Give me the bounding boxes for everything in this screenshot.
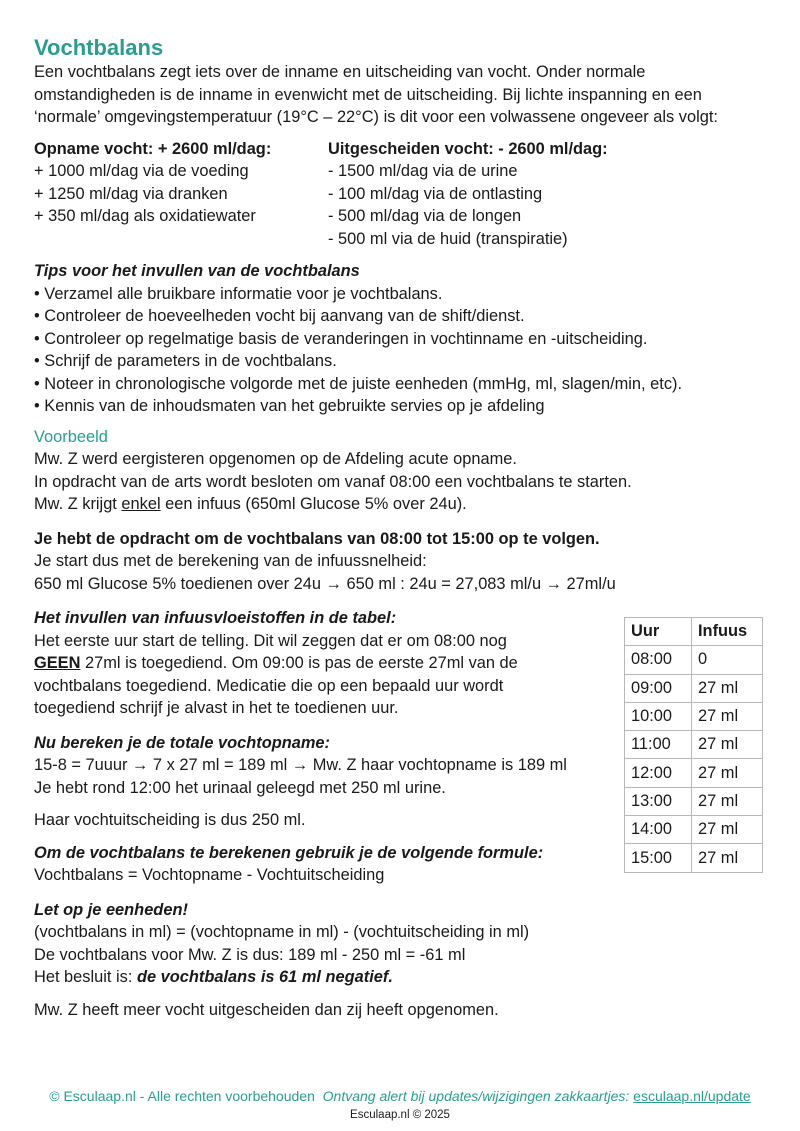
table-cell: 27 ml — [692, 844, 763, 872]
table-row — [625, 731, 763, 759]
table-header: Infuus — [692, 618, 763, 646]
table-cell: 0 — [692, 646, 763, 674]
output-column — [328, 138, 608, 251]
example-heading: Voorbeeld — [34, 427, 108, 446]
page-title: Vochtbalans — [34, 35, 164, 60]
infusion-line: Het eerste uur start de telling. Dit wil zeggen dat er om 08:00 nog — [34, 631, 507, 650]
table-cell: 27 ml — [692, 702, 763, 730]
example-text: Mw. Z krijgt — [34, 495, 122, 513]
formula-line: Vochtbalans = Vochtopname - Vochtuitscheiding — [34, 866, 385, 884]
output-heading: Uitgescheiden vocht: - 2600 ml/dag: — [328, 139, 608, 158]
units-heading: Let op je eenheden! — [34, 900, 188, 919]
table-header-row — [625, 618, 763, 646]
output-item: - 100 ml/dag via de ontlasting — [328, 184, 543, 203]
infusion-heading: Het invullen van infuusvloeistoffen in de tabel: — [34, 609, 397, 627]
formula-heading: Om de vochtbalans te berekenen gebruik je de volgende formule: — [34, 843, 544, 862]
example-line: Mw. Z werd eergisteren opgenomen op de Afdeling acute opname. — [34, 450, 517, 468]
intake-item: + 1250 ml/dag via dranken — [34, 184, 228, 203]
intake-heading: Opname vocht: + 2600 ml/dag: — [34, 139, 272, 158]
table-row — [625, 787, 763, 815]
table-row — [625, 674, 763, 702]
tip-item: • Verzamel alle bruikbare informatie voor je vochtbalans. — [34, 284, 443, 303]
intake-item: + 350 ml/dag als oxidatiewater — [34, 207, 256, 225]
output-item: - 500 ml via de huid (transpiratie) — [328, 229, 568, 248]
table-cell: 12:00 — [625, 759, 692, 787]
units-text: Het besluit is: — [34, 968, 137, 986]
footer-small: Esculaap.nl © 2025 — [350, 1109, 450, 1121]
infusion-line: vochtbalans toegediend. Medicatie die op een bepaald uur wordt — [34, 676, 504, 695]
total-line: Je hebt rond 12:00 het urinaal geleegd met 250 ml urine. — [34, 778, 446, 797]
example-line — [34, 493, 774, 516]
table-cell: 27 ml — [692, 787, 763, 815]
tip-item: • Kennis van de inhoudsmaten van het gebruikte servies op je afdeling — [34, 397, 545, 415]
units-line — [34, 966, 774, 989]
units-line: De vochtbalans voor Mw. Z is dus: 189 ml - 250 ml = -61 ml — [34, 945, 466, 964]
table-row — [625, 759, 763, 787]
update-link[interactable]: esculaap.nl/update — [633, 1088, 751, 1104]
table-cell: 27 ml — [692, 674, 763, 702]
table-cell: 27 ml — [692, 816, 763, 844]
table-row — [625, 816, 763, 844]
copyright-text: © Esculaap.nl - Alle rechten voorbehouden — [49, 1088, 315, 1104]
table-cell: 09:00 — [625, 674, 692, 702]
units-line: Mw. Z heeft meer vocht uitgescheiden dan zij heeft opgenomen. — [34, 1000, 499, 1019]
example-line: In opdracht van de arts wordt besloten om vanaf 08:00 een vochtbalans te starten. — [34, 472, 632, 491]
table-cell: 11:00 — [625, 731, 692, 759]
tip-item: • Noteer in chronologische volgorde met de juiste eenheden (mmHg, ml, slagen/min, etc). — [34, 374, 683, 393]
tip-item: • Schrijf de parameters in de vochtbalans. — [34, 352, 337, 370]
output-item: - 500 ml/dag via de longen — [328, 207, 522, 225]
fluid-columns — [34, 138, 774, 251]
intake-item: + 1000 ml/dag via de voeding — [34, 162, 249, 180]
units-line: (vochtbalans in ml) = (vochtopname in ml) - (vochtuitscheiding in ml) — [34, 923, 530, 941]
intro-line: omstandigheden is de inname in evenwicht met de uitscheiding. Bij lichte inspanning en een — [34, 85, 702, 104]
table-cell: 13:00 — [625, 787, 692, 815]
intake-column — [34, 138, 328, 251]
underlined-word: enkel — [121, 495, 161, 513]
table-cell: 10:00 — [625, 702, 692, 730]
output-item: - 1500 ml/dag via de urine — [328, 162, 518, 180]
example-text: een infuus (650ml Glucose 5% over 24u). — [160, 495, 467, 513]
intro-line: Een vochtbalans zegt iets over de inname en uitscheiding van vocht. Onder normale — [34, 63, 646, 81]
table-row — [625, 646, 763, 674]
task-line: Je start dus met de berekening van de infuussnelheid: — [34, 552, 427, 570]
tip-item: • Controleer de hoeveelheden vocht bij aanvang van de shift/dienst. — [34, 307, 525, 325]
alert-text: Ontvang alert bij updates/wijzigingen zakkaartjes: — [322, 1088, 630, 1104]
table-cell: 08:00 — [625, 646, 692, 674]
intro-line: ‘normale’ omgevingstemperatuur (19°C – 22°C) is dit voor een volwassene ongeveer als volgt: — [34, 108, 718, 126]
table-cell: 27 ml — [692, 759, 763, 787]
table-row — [625, 844, 763, 872]
conclusion-text: de vochtbalans is 61 ml negatief. — [136, 968, 393, 986]
total-line: Haar vochtuitscheiding is dus 250 ml. — [34, 811, 306, 829]
infusion-line: toegediend schrijf je alvast in het te toedienen uur. — [34, 699, 399, 717]
table-cell: 14:00 — [625, 816, 692, 844]
task-line: 650 ml Glucose 5% toedienen over 24u → 650 ml : 24u = 27,083 ml/u → 27ml/u — [34, 574, 616, 593]
document-page — [34, 34, 774, 1021]
emphasis-word: GEEN — [34, 654, 81, 672]
task-heading: Je hebt de opdracht om de vochtbalans van 08:00 tot 15:00 op te volgen. — [34, 529, 600, 548]
infusion-text: 27ml is toegediend. Om 09:00 is pas de eerste 27ml van de — [80, 654, 518, 672]
table-row — [625, 702, 763, 730]
tips-heading: Tips voor het invullen van de vochtbalans — [34, 262, 360, 280]
footer — [0, 1088, 800, 1104]
total-heading: Nu bereken je de totale vochtopname: — [34, 733, 331, 752]
total-line: 15-8 = 7uuur → 7 x 27 ml = 189 ml → Mw. Z haar vochtopname is 189 ml — [34, 756, 567, 774]
tip-item: • Controleer op regelmatige basis de veranderingen in vochtinname en -uitscheiding. — [34, 329, 648, 348]
infusion-table — [624, 617, 763, 873]
table-header: Uur — [625, 618, 692, 646]
table-cell: 27 ml — [692, 731, 763, 759]
table-cell: 15:00 — [625, 844, 692, 872]
